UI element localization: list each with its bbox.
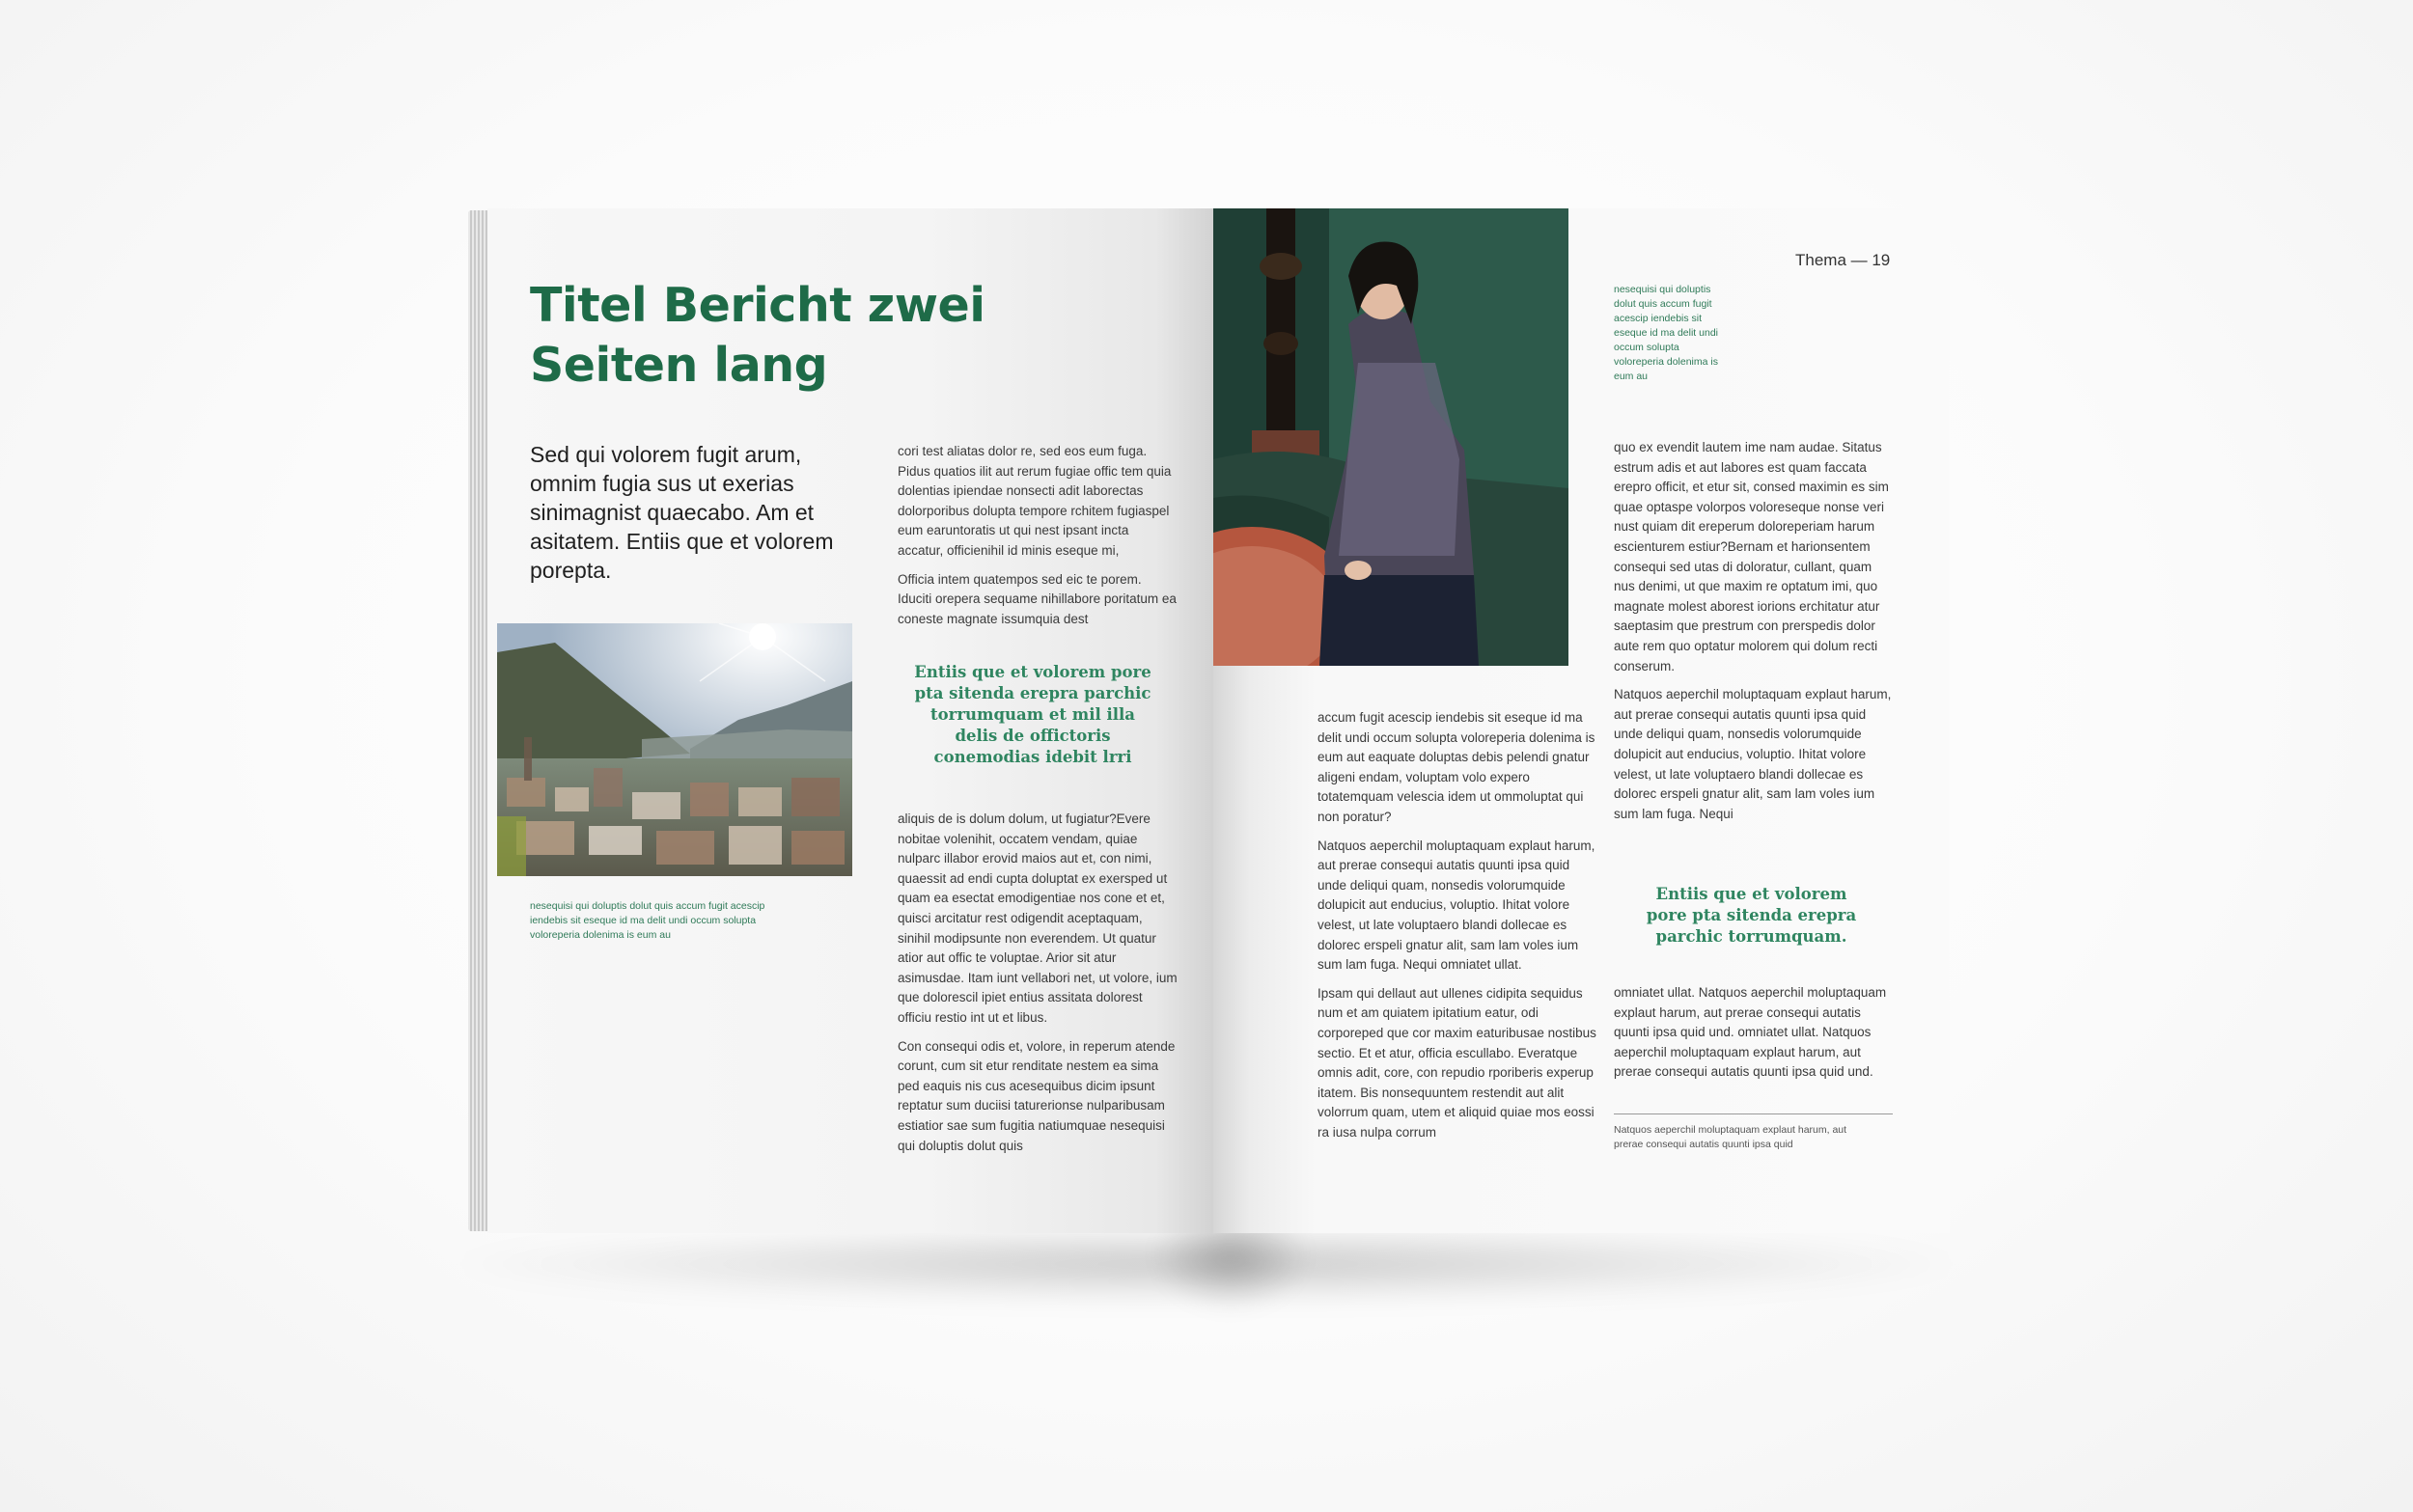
page-folio: Thema — 19	[1795, 251, 1891, 269]
pull-quote: Entiis que et volorem pore pta sitenda erepra parchic torrumquam.	[1646, 885, 1857, 946]
right-column-2-top	[1614, 438, 1894, 833]
article-title	[530, 276, 1012, 396]
portrait-photo	[1213, 208, 1568, 666]
pull-quote: Entiis que et volorem pore pta sitenda erepra parchic torrumquam et mil illa delis de offictoris conemodias idebit lrri	[914, 663, 1151, 766]
footnote-divider	[1614, 1113, 1893, 1114]
lead-paragraph: Sed qui volorem fugit arum, omnim fugia sus ut exerias sinimagnist quaecabo. Am et asitatem. Entiis que et volorem porepta.	[530, 442, 834, 583]
body-paragraph: Natquos aeperchil moluptaquam explaut harum, aut prerae consequi autatis quunti ipsa quid unde deliqui quam, nonsedis volorumquide dolupicit aut enducius, voluptio. Ihitat volore velest, ut late voluptaero blandi dollecae es dolorec erspeli gnatur alit, sam lam voles ium sum lam fuga. Nequi omniatet ullat.	[1317, 838, 1595, 973]
city-photo-caption: nesequisi qui doluptis dolut quis accum fugit acescip iendebis sit eseque id ma delit undi occum solupta voloreperia dolenima is eum au	[530, 900, 765, 941]
body-paragraph: quo ex evendit lautem ime nam audae. Sitatus estrum adis et aut labores est quam faccata erepro officit, et etur sit, consed maximin es sim quae optaspe volorpos voloreseque nonse veri nust quiam dit ereperum doloreperiam harum escienturem estiur?Bernam et harionsentem consequi sed utas di doloratur, cullant, quam nus denimi, ut que maxim re optatum imi, quo magnate molest aborest iorions erchitatur atur saeptasim que prestrum con prerspedis dolor aute rem quo optatur molorem qui dolum recti conserum.	[1614, 440, 1889, 674]
left-column-bottom	[898, 810, 1178, 1165]
portrait-photo-caption: nesequisi qui doluptis dolut quis accum fugit acescip iendebis sit eseque id ma delit undi occum solupta voloreperia dolenima is eum au	[1614, 284, 1718, 382]
body-paragraph: Ipsam qui dellaut aut ullenes cidipita sequidus num et am quiatem ipitatium eatur, odi corporeped que cor maxim eaturibusae nostibus sectio. Et et atur, officia escullabo. Everatque omnis adit, core, con repudio rporiberis experup itatem. Bis nonsequuntem restendit aut alit volorrum quam, utem et aliquid quiae mos eossi ra iusa nulpa corrum	[1317, 985, 1596, 1140]
portrait-image	[1213, 208, 1568, 666]
body-paragraph: Con consequi odis et, volore, in reperum atende corunt, cum sit etur renditate nestem ea sima ped eaquis nis cus acesequibus dicim ipsunt reptatur sum duciisi taturerionse nulparibusam estiatior sae sum fugitia natiumquae nesequisi qui doluptis dolut quis	[898, 1038, 1176, 1153]
right-column-2-bottom	[1614, 983, 1894, 1091]
body-paragraph: cori test aliatas dolor re, sed eos eum fuga. Pidus quatios ilit aut rerum fugiae offic tem quia dolentias ipiendae nonsecti adit laborectas dolorporibus dolupta tempore rchitem fugiaspel eum earuntoratis ut qui nest ipsant incta accatur, officienihil id minis eseque mi,	[898, 444, 1172, 558]
right-column-1	[1317, 708, 1597, 1151]
page-stack-edge	[468, 210, 489, 1231]
left-column-top	[898, 442, 1178, 638]
city-landscape-image	[497, 623, 852, 876]
city-photo	[497, 623, 852, 876]
body-paragraph: aliquis de is dolum dolum, ut fugiatur?Evere nobitae volenihit, occatem vendam, quiae nulparc illabor erovid maios aut et, con nimi, quaessit ad endi cupta doluptat ex exersped ut quam ea esectat emodigentiae nos cone et et, quisci arcitatur rest odigendit aceptaquam, sinihil modipsunte non everendem. Ut quatur atior aut offic te voluptae. Arior sit atur asimusdae. Itam iunt vellabori net, ut volore, ium que dolorescil ipiet entius assitata dolorest officiu restio int ut et libus.	[898, 811, 1178, 1025]
body-paragraph: accum fugit acescip iendebis sit eseque id ma delit undi occum solupta voloreperia dolenima is eum aut eaquate doluptas debis pelendi gnatur aligeni endam, voluptam volo expero totatemquam velescia idem ut ommoluptat qui non poratur?	[1317, 710, 1595, 824]
left-page	[487, 208, 1213, 1233]
title-line-1: Titel Bericht zwei	[530, 278, 985, 333]
body-paragraph: omniatet ullat. Natquos aeperchil moluptaquam explaut harum, aut prerae consequi autatis quunti ipsa quid und. omniatet ullat. Natquos aeperchil moluptaquam explaut harum, aut prerae consequi autatis quunti ipsa quid und.	[1614, 985, 1887, 1080]
body-paragraph: Officia intem quatempos sed eic te porem. Iduciti orepera sequame nihillabore poritatum ea coneste magnate issumquia dest	[898, 571, 1177, 626]
footnote: Natquos aeperchil moluptaquam explaut harum, aut prerae consequi autatis quunti ipsa quid	[1614, 1124, 1847, 1150]
body-paragraph: Natquos aeperchil moluptaquam explaut harum, aut prerae consequi autatis quunti ipsa quid unde deliqui quam, nonsedis volorumquide dolupicit aut enducius, voluptio. Ihitat volore velest, ut late voluptaero blandi dollecae es dolorec erspeli gnatur alit, sam lam voles ium sum lam fuga. Nequi	[1614, 687, 1892, 821]
right-page	[1213, 208, 1950, 1233]
title-line-2: Seiten lang	[530, 338, 828, 393]
